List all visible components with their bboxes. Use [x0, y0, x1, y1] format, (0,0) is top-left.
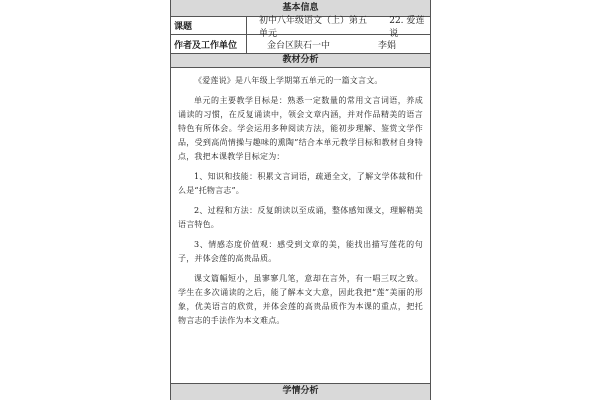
material-paragraph-focus: 课文篇幅短小，虽寥寥几笔，意却在言外，有一唱三叹之致。学生在多次诵读的之后，能了解本文大意，因此我把“莲”美丽的形象，优美语言的欣赏，并体会莲的高贵品质作为本课的重点，把托物言志的手法作为本文难点。: [178, 274, 423, 325]
material-analysis-header: 教材分析: [171, 54, 430, 68]
material-analysis-body: [171, 68, 430, 384]
material-paragraph-intro: 《爱莲说》是八年级上学期第五单元的一篇文言文。: [194, 76, 383, 85]
material-paragraph-goals: 单元的主要教学目标是：熟悉一定数量的常用文言词语，养成诵读的习惯，在反复诵读中，领会文章内涵，并对作品精美的语言特色有所体会。学会运用多种阅读方法，能初步理解、鉴赏文学作品，受到高尚情操与趣味的熏陶”结合本单元教学目标和教材自身特点，我把本课教学目标定为：: [178, 96, 423, 161]
material-paragraph-goal-3: 3、情感态度价值观：感受到文章的美，能找出描写莲花的句子，并体会莲的高贵品质。: [178, 240, 423, 263]
topic-row: [171, 15, 430, 39]
author-name: 李娟: [378, 40, 397, 51]
author-value: [247, 35, 430, 53]
author-row: [171, 35, 430, 54]
topic-course: 初中八年级语文（上）第五单元: [259, 15, 368, 39]
basic-info-header: 基本信息: [171, 0, 430, 17]
author-label: 作者及工作单位: [171, 35, 247, 53]
lesson-plan-table: [170, 0, 431, 400]
author-school: 金台区陕石一中: [267, 40, 331, 51]
learning-analysis-header: 学情分析: [171, 384, 430, 400]
topic-label: 课题: [171, 17, 247, 34]
material-paragraph-goal-2: 2、过程和方法：反复朗读以至成诵，整体感知课文，理解精美语言特色。: [178, 206, 423, 229]
material-paragraph-goal-1: 1、知识和技能：积累文言词语，疏通全文，了解文学体裁和什么是“托物言志”。: [178, 172, 423, 195]
topic-lesson: 22. 爱莲说: [389, 15, 425, 39]
topic-value: [247, 15, 430, 39]
